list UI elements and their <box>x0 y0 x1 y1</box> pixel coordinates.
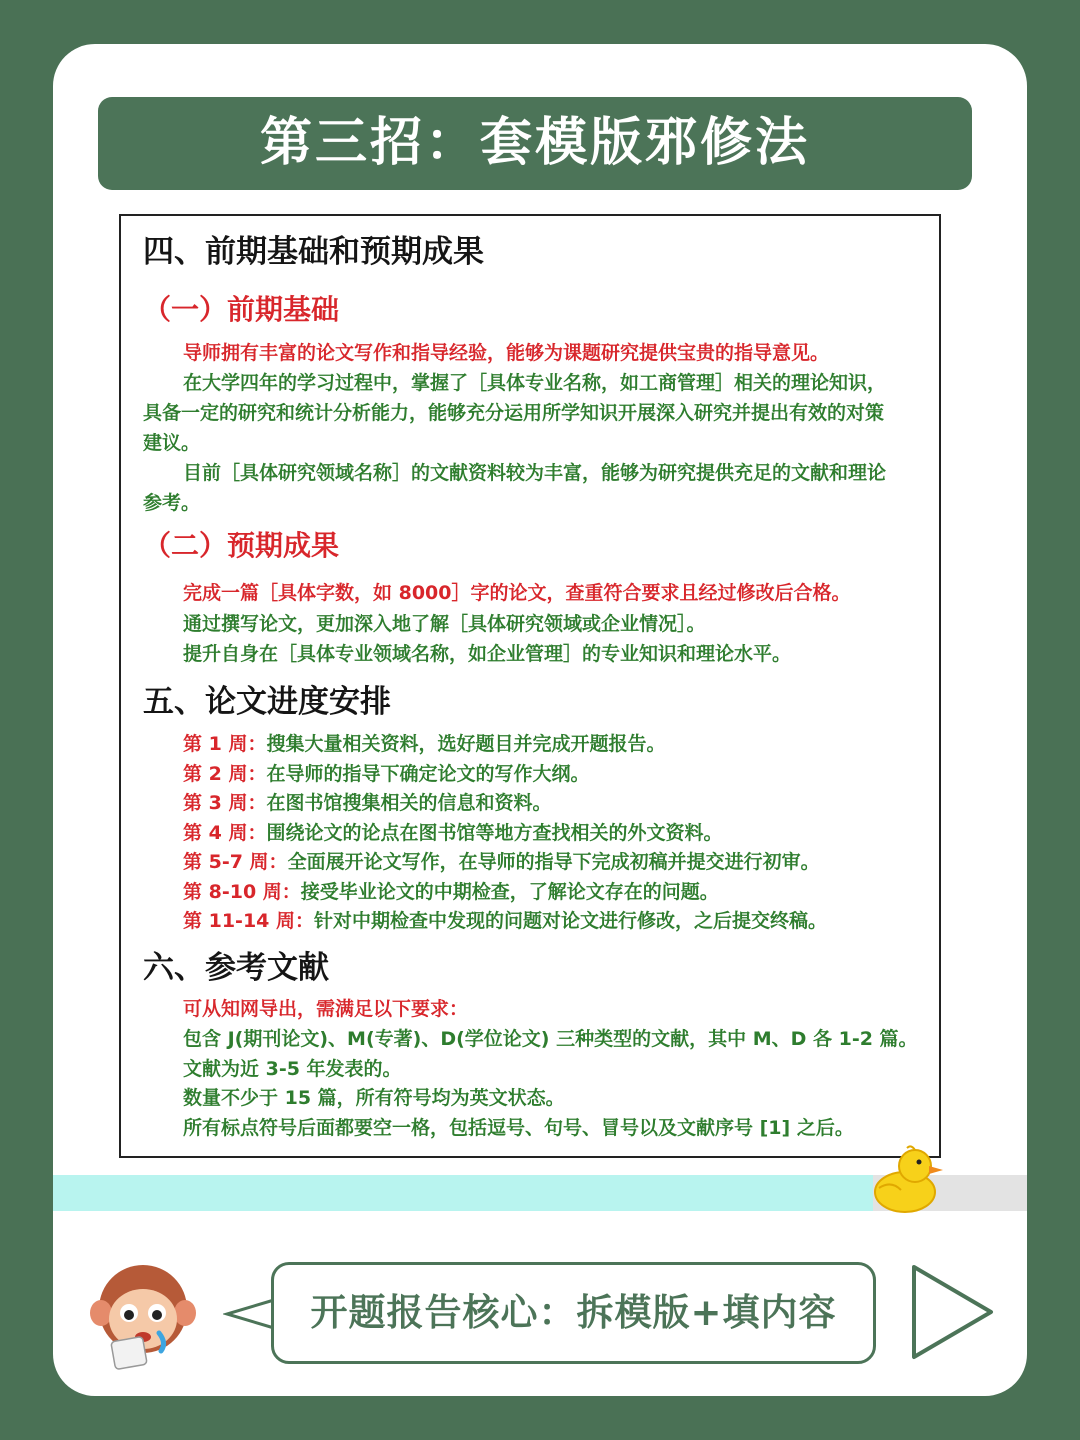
week-label: 第 11-14 周： <box>183 910 314 932</box>
week-task: 接受毕业论文的中期检查，了解论文存在的问题。 <box>300 880 719 903</box>
sub1-heading: （一）前期基础 <box>143 293 340 326</box>
references-item: 所有标点符号后面都要空一格，包括逗号、句号、冒号以及文献序号 [1] 之后。 <box>183 1117 854 1139</box>
sub1-paragraph-2-line-3: 建议。 <box>143 432 201 454</box>
schedule-item <box>183 847 827 877</box>
sub1-paragraph-2-line-2: 具备一定的研究和统计分析能力，能够充分运用所学知识开展深入研究并提出有效的对策 <box>143 402 885 424</box>
section6-heading: 六、参考文献 <box>143 950 329 986</box>
page-title: 第三招：套模版邪修法 <box>98 97 972 190</box>
document-excerpt <box>119 214 941 1158</box>
week-label: 第 4 周： <box>183 821 267 844</box>
sub2-paragraph-3: 提升自身在［具体专业领域名称，如企业管理］的专业知识和理论水平。 <box>183 643 792 665</box>
sub2-paragraph-2: 通过撰写论文，更加深入地了解［具体研究领域或企业情况］。 <box>183 613 706 635</box>
week-label: 第 8-10 周： <box>183 880 301 903</box>
week-task: 在导师的指导下确定论文的写作大纲。 <box>266 762 590 785</box>
sub2-heading: （二）预期成果 <box>143 529 340 562</box>
schedule-item <box>183 818 827 848</box>
section4-heading: 四、前期基础和预期成果 <box>143 234 484 270</box>
week-label: 第 3 周： <box>183 792 267 814</box>
week-task: 围绕论文的论点在图书馆等地方查找相关的外文资料。 <box>266 821 723 844</box>
speech-bubble: 开题报告核心：拆模版+填内容 <box>271 1262 876 1364</box>
references-item: 数量不少于 15 篇，所有符号均为英文状态。 <box>183 1087 565 1109</box>
week-label: 第 2 周： <box>183 762 267 785</box>
week-task: 在图书馆搜集相关的信息和资料。 <box>266 792 552 814</box>
cartoon-monkey-icon <box>87 1259 199 1371</box>
duck-icon <box>871 1144 947 1216</box>
references-item: 包含 J(期刊论文)、M(专著)、D(学位论文) 三种类型的文献，其中 M、D 各 1-2 篇。 <box>183 1028 918 1050</box>
section5-heading: 五、论文进度安排 <box>143 684 391 720</box>
references-intro: 可从知网导出，需满足以下要求： <box>183 998 469 1020</box>
schedule-item <box>183 877 827 907</box>
references-item: 文献为近 3-5 年发表的。 <box>183 1058 402 1080</box>
week-task: 针对中期检查中发现的问题对论文进行修改，之后提交终稿。 <box>314 910 828 932</box>
week-label: 第 5-7 周： <box>183 851 288 873</box>
sub2-paragraph-1: 完成一篇［具体字数，如 8000］字的论文，查重符合要求且经过修改后合格。 <box>183 582 851 604</box>
schedule-item <box>183 729 827 759</box>
schedule-item <box>183 906 827 936</box>
sub1-paragraph-2-line-1: 在大学四年的学习过程中，掌握了［具体专业名称，如工商管理］相关的理论知识， <box>183 372 887 394</box>
week-label: 第 1 周： <box>183 733 267 755</box>
week-task: 搜集大量相关资料，选好题目并完成开题报告。 <box>266 733 666 755</box>
content-card <box>53 44 1027 1396</box>
sub1-paragraph-1: 导师拥有丰富的论文写作和指导经验，能够为课题研究提供宝贵的指导意见。 <box>183 342 830 364</box>
schedule-item <box>183 759 827 789</box>
schedule-item <box>183 788 827 818</box>
sub1-paragraph-3-line-2: 参考。 <box>143 492 201 514</box>
play-arrow-icon[interactable] <box>911 1264 995 1360</box>
sub1-paragraph-3-line-1: 目前［具体研究领域名称］的文献资料较为丰富，能够为研究提供充足的文献和理论 <box>183 462 887 484</box>
schedule-list <box>183 729 827 936</box>
week-task: 全面展开论文写作，在导师的指导下完成初稿并提交进行初审。 <box>287 851 820 873</box>
